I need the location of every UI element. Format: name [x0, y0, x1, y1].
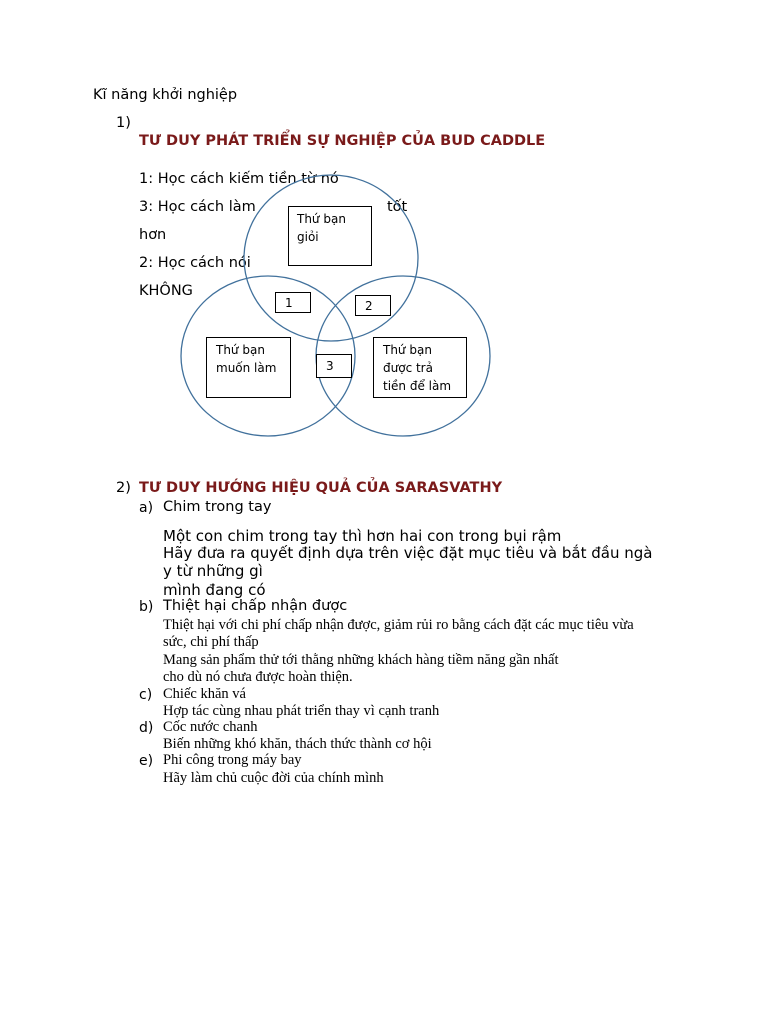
section1-number: 1) [116, 115, 131, 131]
item-b-body-2: sức, chi phí thấp [163, 634, 259, 650]
item-b-body-1: Thiệt hại với chi phí chấp nhận được, giảm rủi ro bằng cách đặt các mục tiêu vừa [163, 617, 634, 633]
venn-box-top-label: Thứ bạn giỏi [297, 212, 346, 244]
venn-box-left-label: Thứ bạn muốn làm [216, 343, 277, 375]
item-d-marker: d) [139, 720, 154, 736]
section1-line-4: 2: Học cách nói [139, 255, 251, 271]
item-a-body-4: mình đang có [163, 581, 266, 599]
item-e-body-1: Hãy làm chủ cuộc đời của chính mình [163, 770, 384, 786]
section1-line-2b: tốt [387, 199, 408, 215]
venn-number-1: 1 [285, 296, 293, 310]
item-e-marker: e) [139, 753, 154, 769]
item-a-body-2: Hãy đưa ra quyết định dựa trên việc đặt mục tiêu và bắt đầu ngà [163, 544, 653, 562]
item-a-title: Chim trong tay [163, 499, 272, 515]
venn-box-top [288, 206, 372, 266]
item-b-title: Thiệt hại chấp nhận được [163, 598, 348, 614]
item-b-body-3: Mang sản phẩm thử tới thằng những khách hàng tiềm năng gần nhất [163, 652, 559, 668]
section1-line-2a: 3: Học cách làm [139, 199, 256, 215]
item-a-body-1: Một con chim trong tay thì hơn hai con trong bụi rậm [163, 527, 562, 545]
venn-number-box-1 [275, 292, 311, 313]
section1-heading: TƯ DUY PHÁT TRIỂN SỰ NGHIỆP CỦA BUD CADDLE [139, 133, 546, 149]
venn-number-2: 2 [365, 299, 373, 313]
item-b-body-4: cho dù nó chưa được hoàn thiện. [163, 669, 353, 685]
document-title: Kĩ năng khởi nghiệp [93, 87, 238, 103]
section1-line-5: KHÔNG [139, 283, 193, 299]
item-d-body-1: Biến những khó khăn, thách thức thành cơ hội [163, 736, 432, 752]
item-a-marker: a) [139, 500, 154, 516]
section2-heading: TƯ DUY HƯỚNG HIỆU QUẢ CỦA SARASVATHY [139, 480, 503, 496]
venn-number-box-3 [316, 354, 352, 378]
section1-line-3: hơn [139, 227, 167, 243]
item-c-title: Chiếc khăn vá [163, 686, 246, 702]
section2-number: 2) [116, 480, 131, 496]
venn-number-3: 3 [326, 359, 334, 373]
item-b-marker: b) [139, 599, 154, 615]
item-d-title: Cốc nước chanh [163, 719, 258, 735]
section1-line-1: 1: Học cách kiếm tiền từ nó [139, 171, 339, 187]
venn-box-right [373, 337, 467, 398]
venn-box-right-label: Thứ bạn được trả tiền để làm [383, 343, 452, 393]
item-c-marker: c) [139, 687, 153, 703]
item-c-body-1: Hợp tác cùng nhau phát triển thay vì cạnh tranh [163, 703, 440, 719]
item-a-body-3: y từ những gì [163, 562, 263, 580]
item-e-title: Phi công trong máy bay [163, 752, 302, 768]
venn-box-left [206, 337, 291, 398]
venn-number-box-2 [355, 295, 391, 316]
